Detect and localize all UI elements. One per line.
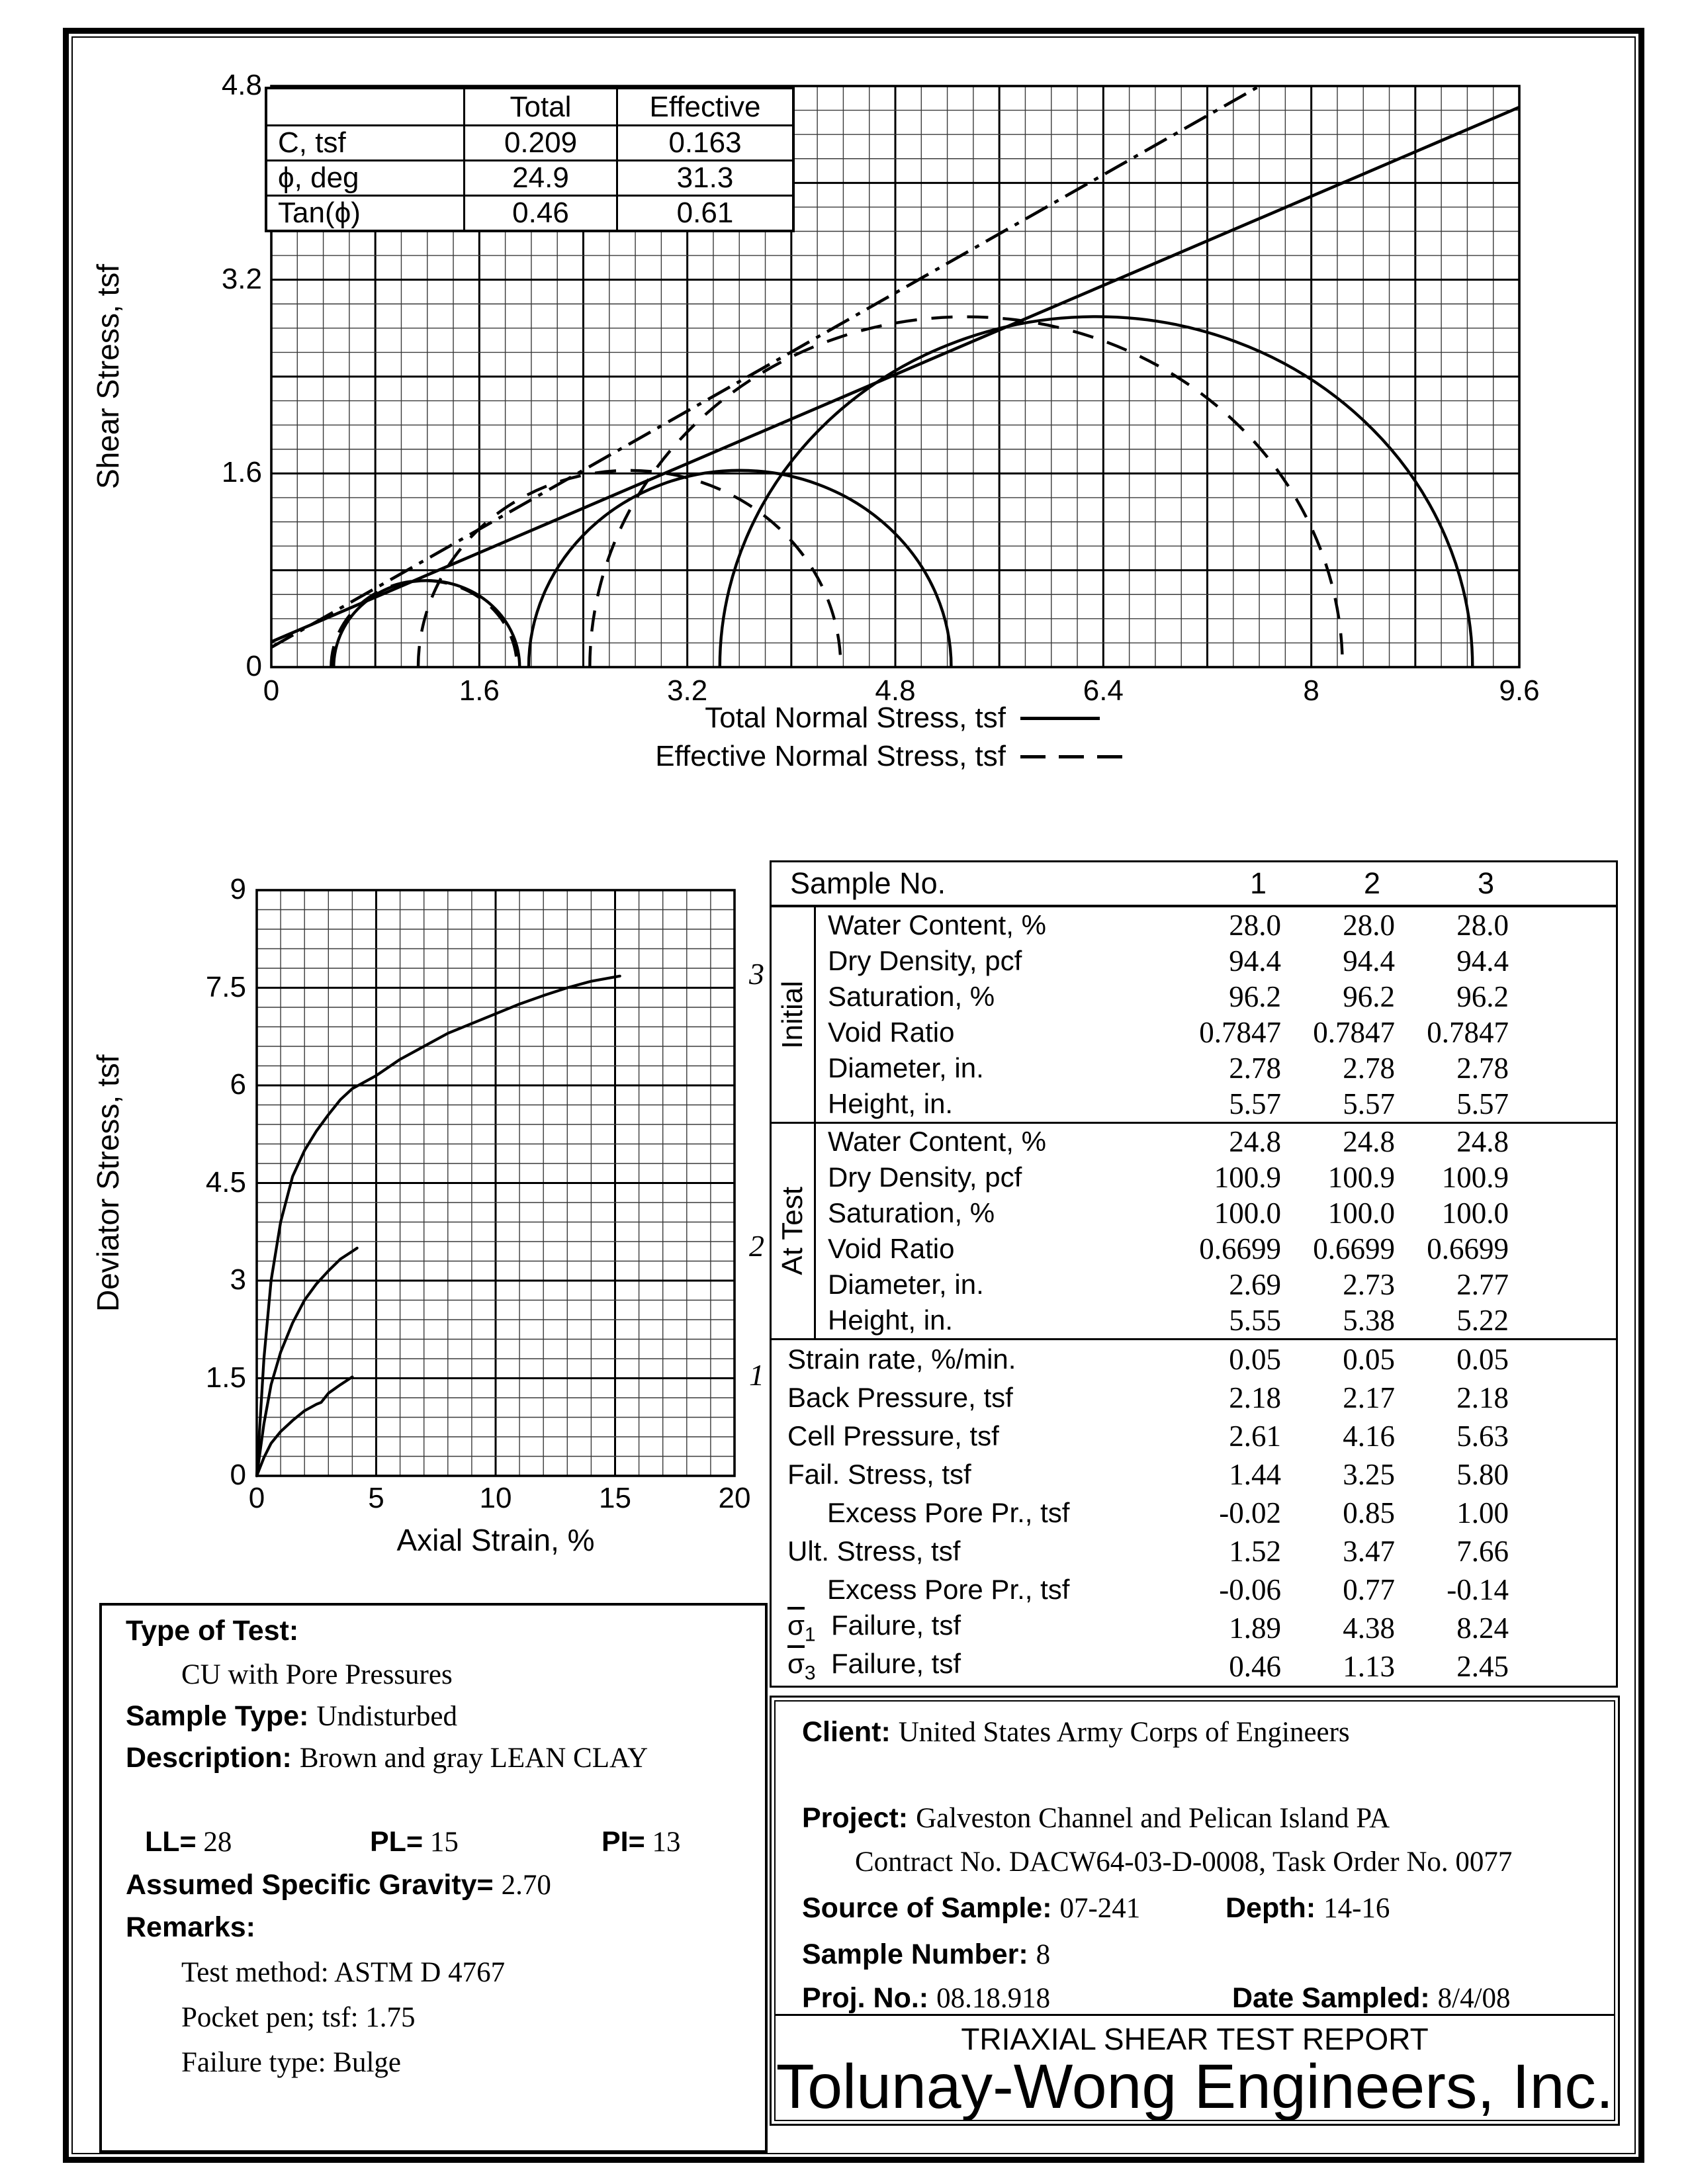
stress-strain-x-tick: 20 xyxy=(718,1482,751,1514)
value-cell: 1.52 xyxy=(1229,1535,1281,1568)
value-cell: 2.17 xyxy=(1343,1381,1395,1414)
value-cell: 5.80 xyxy=(1456,1458,1509,1491)
sample-data-table xyxy=(770,860,1618,1688)
atterberg-value: 28 xyxy=(196,1827,232,1858)
depth-label: Depth: xyxy=(1226,1892,1316,1924)
client-value: United States Army Corps of Engineers xyxy=(898,1717,1350,1748)
type-of-test-line xyxy=(126,1615,298,1647)
sample-table-row xyxy=(816,1195,1616,1231)
description-label: Description: xyxy=(126,1742,292,1774)
row-label: Dry Density, pcf xyxy=(828,1161,1022,1193)
value-cell: 28.0 xyxy=(1229,909,1281,942)
value-cell: 24.8 xyxy=(1456,1125,1509,1158)
param-effective-value: 31.3 xyxy=(616,159,792,195)
param-table-header-cell: Total xyxy=(463,89,616,124)
mohr-y-tick: 0 xyxy=(245,650,262,682)
legend-row xyxy=(569,737,1130,776)
value-cell: 2.78 xyxy=(1343,1052,1395,1085)
value-cell: 0.7847 xyxy=(1313,1016,1395,1049)
value-cell: 100.0 xyxy=(1214,1197,1281,1230)
date-sampled-value: 8/4/08 xyxy=(1437,1983,1511,2014)
stress-strain-x-tick: 5 xyxy=(368,1482,384,1514)
value-cell: 3.25 xyxy=(1343,1458,1395,1491)
row-label: Back Pressure, tsf xyxy=(787,1382,1013,1413)
proj-no-label: Proj. No.: xyxy=(802,1982,929,2014)
specific-gravity-label: Assumed Specific Gravity= xyxy=(126,1869,494,1901)
source-depth-line xyxy=(802,1892,1390,1925)
value-cell: 2.77 xyxy=(1456,1268,1509,1301)
description-value: Brown and gray LEAN CLAY xyxy=(299,1743,648,1774)
param-total-value: 24.9 xyxy=(463,159,616,195)
value-cell: 2.18 xyxy=(1229,1381,1281,1414)
row-label: Water Content, % xyxy=(828,1126,1046,1157)
value-cell: 2.69 xyxy=(1229,1268,1281,1301)
mohr-x-tick: 6.4 xyxy=(1083,674,1124,707)
stress-strain-y-tick: 6 xyxy=(230,1068,246,1101)
row-label: Excess Pore Pr., tsf xyxy=(827,1574,1070,1605)
value-cell: 1.89 xyxy=(1229,1612,1281,1645)
value-cell: -0.14 xyxy=(1447,1573,1509,1606)
value-cell: 100.9 xyxy=(1214,1161,1281,1194)
legend-line-sample-dashed xyxy=(1020,755,1130,758)
specific-gravity-value: 2.70 xyxy=(501,1870,551,1901)
sample-table-row xyxy=(816,1015,1616,1050)
value-cell: 24.8 xyxy=(1229,1125,1281,1158)
param-total-value: 0.46 xyxy=(463,195,616,230)
row-label: Void Ratio xyxy=(828,1233,955,1264)
project-label: Project: xyxy=(802,1802,909,1834)
value-cell: 96.2 xyxy=(1229,980,1281,1013)
value-cell: 5.63 xyxy=(1456,1420,1509,1453)
value-cell: 94.4 xyxy=(1456,944,1509,978)
value-cell: 2.78 xyxy=(1456,1052,1509,1085)
sample-table-row xyxy=(816,1267,1616,1302)
sample-number-value: 8 xyxy=(1036,1939,1051,1970)
sample-table-row xyxy=(772,1532,1616,1570)
param-row-label: Tan(ϕ) xyxy=(267,195,463,230)
value-cell: 28.0 xyxy=(1343,909,1395,942)
value-cell: 5.38 xyxy=(1343,1304,1395,1337)
stress-strain-x-tick: 10 xyxy=(479,1482,512,1514)
sigma-bar-symbol: $\overline{\sigma}$ xyxy=(787,1610,805,1641)
mohr-y-tick: 3.2 xyxy=(221,262,262,295)
mohr-x-tick: 0 xyxy=(263,674,280,707)
sample-column-header: 3 xyxy=(1477,866,1494,900)
value-cell: -0.06 xyxy=(1219,1573,1281,1606)
atterberg-item xyxy=(602,1826,681,1858)
value-cell: -0.02 xyxy=(1219,1496,1281,1529)
value-cell: 5.55 xyxy=(1229,1304,1281,1337)
sample-table-row xyxy=(816,1160,1616,1195)
stress-strain-x-tick: 15 xyxy=(599,1482,631,1514)
atterberg-value: 13 xyxy=(645,1827,681,1858)
row-label: $\overline{\sigma}_1$ Failure, tsf xyxy=(787,1610,961,1646)
remark-line: Test method: ASTM D 4767 xyxy=(181,1957,506,1988)
value-cell: 8.24 xyxy=(1456,1612,1509,1645)
test-info-box xyxy=(99,1603,768,2153)
sample-type-label: Sample Type: xyxy=(126,1700,309,1732)
mohr-x-tick: 3.2 xyxy=(667,674,708,707)
stress-strain-y-tick: 0 xyxy=(230,1459,246,1491)
value-cell: 0.05 xyxy=(1456,1343,1509,1376)
value-cell: 5.22 xyxy=(1456,1304,1509,1337)
curve-id-label-3: 3 xyxy=(749,956,764,991)
value-cell: 100.0 xyxy=(1327,1197,1395,1230)
value-cell: 2.78 xyxy=(1229,1052,1281,1085)
project-value: Galveston Channel and Pelican Island PA xyxy=(916,1803,1390,1834)
section-label-cell xyxy=(772,1124,816,1338)
section-label: Initial xyxy=(776,980,809,1049)
sample-table-row xyxy=(816,907,1616,943)
stress-strain-y-tick: 4.5 xyxy=(205,1165,246,1199)
sigma-subscript: 1 xyxy=(804,1623,816,1646)
stress-strain-y-tick: 1.5 xyxy=(205,1361,246,1394)
sample-table-row xyxy=(816,1231,1616,1267)
row-label: $\overline{\sigma}_3$ Failure, tsf xyxy=(787,1648,961,1684)
param-effective-value: 0.163 xyxy=(616,124,792,159)
stress-strain-curve-3 xyxy=(257,976,620,1476)
value-cell: 1.00 xyxy=(1456,1496,1509,1529)
value-cell: 3.47 xyxy=(1343,1535,1395,1568)
client-line xyxy=(802,1716,1350,1749)
date-sampled-label: Date Sampled: xyxy=(1232,1982,1430,2014)
value-cell: 2.61 xyxy=(1229,1420,1281,1453)
value-cell: 94.4 xyxy=(1229,944,1281,978)
stress-strain-x-tick: 0 xyxy=(248,1482,265,1514)
mohr-y-axis-title: Shear Stress, tsf xyxy=(91,264,125,490)
row-label: Diameter, in. xyxy=(828,1052,984,1083)
sample-no-label: Sample No. xyxy=(790,866,946,900)
sample-column-header: 1 xyxy=(1249,866,1267,900)
value-cell: 0.85 xyxy=(1343,1496,1395,1529)
sample-table-row xyxy=(772,1340,1616,1379)
section-rows xyxy=(816,907,1616,1122)
contract-line: Contract No. DACW64-03-D-0008, Task Order No. 0077 xyxy=(855,1846,1513,1878)
value-cell: 0.05 xyxy=(1229,1343,1281,1376)
sample-table-row xyxy=(816,1086,1616,1122)
row-label: Void Ratio xyxy=(828,1017,955,1048)
specific-gravity-line xyxy=(126,1869,551,1901)
section-rows xyxy=(816,1124,1616,1338)
mohr-x-tick: 1.6 xyxy=(459,674,500,707)
param-table-header-cell xyxy=(267,89,463,124)
value-cell: 5.57 xyxy=(1456,1087,1509,1120)
row-label: Fail. Stress, tsf xyxy=(787,1459,971,1490)
row-label: Saturation, % xyxy=(828,981,995,1012)
stress-strain-y-tick: 7.5 xyxy=(205,970,246,1003)
sigma-bar-symbol: $\overline{\sigma}$ xyxy=(787,1648,805,1680)
row-label: Water Content, % xyxy=(828,909,1046,940)
value-cell: 100.0 xyxy=(1441,1197,1509,1230)
project-info-inner-border xyxy=(774,1700,1615,2121)
row-label: Excess Pore Pr., tsf xyxy=(827,1497,1070,1528)
value-cell: 28.0 xyxy=(1456,909,1509,942)
value-cell: 24.8 xyxy=(1343,1125,1395,1158)
value-cell: 100.9 xyxy=(1441,1161,1509,1194)
remark-line: Failure type: Bulge xyxy=(181,2047,401,2078)
source-of-sample-value: 07-241 xyxy=(1059,1893,1141,1924)
sample-table-section-at-test xyxy=(772,1124,1616,1340)
remark-line: Pocket pen; tsf: 1.75 xyxy=(181,2002,416,2033)
client-label: Client: xyxy=(802,1716,891,1748)
sample-column-header: 2 xyxy=(1363,866,1380,900)
sample-table-row xyxy=(772,1455,1616,1494)
remarks-line xyxy=(126,1911,255,1944)
atterberg-item xyxy=(370,1826,459,1858)
value-cell: 0.46 xyxy=(1229,1650,1281,1683)
sample-table-row xyxy=(816,1302,1616,1338)
atterberg-item xyxy=(145,1826,232,1858)
depth-value: 14-16 xyxy=(1323,1893,1390,1924)
sample-number-line xyxy=(802,1938,1050,1971)
project-line xyxy=(802,1802,1390,1835)
value-cell: 0.7847 xyxy=(1427,1016,1509,1049)
row-label: Saturation, % xyxy=(828,1197,995,1228)
param-total-value: 0.209 xyxy=(463,124,616,159)
sample-table-row xyxy=(816,943,1616,979)
mohr-circle-effective xyxy=(590,317,1342,667)
value-cell: 0.05 xyxy=(1343,1343,1395,1376)
atterberg-value: 15 xyxy=(423,1827,459,1858)
mohr-x-tick: 8 xyxy=(1303,674,1319,707)
row-label: Cell Pressure, tsf xyxy=(787,1420,999,1451)
stress-strain-y-axis-title: Deviator Stress, tsf xyxy=(91,1054,125,1312)
value-cell: 4.38 xyxy=(1343,1612,1395,1645)
sample-table-row xyxy=(772,1647,1616,1686)
legend-line-sample-solid xyxy=(1020,717,1100,720)
mohr-y-tick: 4.8 xyxy=(221,69,262,101)
atterberg-label: PI= xyxy=(602,1826,645,1858)
value-cell: 96.2 xyxy=(1343,980,1395,1013)
mohr-y-tick: 1.6 xyxy=(221,456,262,489)
sample-table-row xyxy=(772,1570,1616,1609)
sample-table-row xyxy=(816,1124,1616,1160)
value-cell: 0.7847 xyxy=(1199,1016,1281,1049)
type-of-test-value: CU with Pore Pressures xyxy=(181,1659,453,1690)
strength-parameters-table xyxy=(265,87,795,232)
row-label: Height, in. xyxy=(828,1304,954,1336)
value-cell: 0.6699 xyxy=(1313,1232,1395,1265)
param-row-label: ϕ, deg xyxy=(267,159,463,195)
value-cell: 1.44 xyxy=(1229,1458,1281,1491)
sample-table-row xyxy=(816,1050,1616,1086)
proj-no-value: 08.18.918 xyxy=(936,1983,1051,2014)
row-label: Strain rate, %/min. xyxy=(787,1343,1016,1375)
mohr-circle-total xyxy=(334,580,519,667)
stress-strain-chart xyxy=(257,890,735,1476)
sample-type-line xyxy=(126,1700,457,1733)
curve-id-label-1: 1 xyxy=(749,1357,764,1392)
atterberg-label: PL= xyxy=(370,1826,424,1858)
value-cell: 5.57 xyxy=(1343,1087,1395,1120)
sample-type-value: Undisturbed xyxy=(316,1701,457,1732)
project-info-box xyxy=(770,1696,1620,2126)
row-label: Dry Density, pcf xyxy=(828,945,1022,976)
sample-table-row xyxy=(772,1609,1616,1647)
depth-item xyxy=(1226,1892,1390,1925)
row-label: Ult. Stress, tsf xyxy=(787,1535,961,1567)
section-label: At Test xyxy=(776,1187,809,1275)
remarks-label: Remarks: xyxy=(126,1911,255,1943)
value-cell: 100.9 xyxy=(1327,1161,1395,1194)
value-cell: 2.18 xyxy=(1456,1381,1509,1414)
value-cell: 2.73 xyxy=(1343,1268,1395,1301)
description-line xyxy=(126,1742,648,1774)
atterberg-label: LL= xyxy=(145,1826,197,1858)
source-of-sample-label: Source of Sample: xyxy=(802,1892,1052,1924)
value-cell: 2.45 xyxy=(1456,1650,1509,1683)
param-table-header-cell: Effective xyxy=(616,89,792,124)
param-effective-value: 0.61 xyxy=(616,195,792,230)
sigma-subscript: 3 xyxy=(804,1662,816,1684)
normal-stress-legend xyxy=(569,699,1130,776)
sample-table-row xyxy=(772,1379,1616,1417)
company-name: Tolunay-Wong Engineers, Inc. xyxy=(776,2052,1614,2122)
stress-strain-y-tick: 9 xyxy=(230,873,246,905)
value-cell: 0.6699 xyxy=(1427,1232,1509,1265)
type-of-test-label: Type of Test: xyxy=(126,1615,299,1647)
legend-label: Effective Normal Stress, tsf xyxy=(655,740,1006,772)
value-cell: 5.57 xyxy=(1229,1087,1281,1120)
row-label: Diameter, in. xyxy=(828,1269,984,1300)
value-cell: 1.13 xyxy=(1343,1650,1395,1683)
report-title: TRIAXIAL SHEAR TEST REPORT xyxy=(776,2014,1614,2057)
sample-table-row xyxy=(816,979,1616,1015)
mohr-x-tick: 4.8 xyxy=(875,674,916,707)
param-row-label: C, tsf xyxy=(267,124,463,159)
row-label: Height, in. xyxy=(828,1088,954,1119)
value-cell: 0.6699 xyxy=(1199,1232,1281,1265)
sample-number-label: Sample Number: xyxy=(802,1938,1028,1970)
legend-label: Total Normal Stress, tsf xyxy=(705,702,1006,734)
value-cell: 4.16 xyxy=(1343,1420,1395,1453)
value-cell: 94.4 xyxy=(1343,944,1395,978)
value-cell: 0.77 xyxy=(1343,1573,1395,1606)
sample-table-row xyxy=(772,1494,1616,1532)
curve-id-label-2: 2 xyxy=(749,1228,764,1263)
stress-strain-svg xyxy=(257,890,735,1476)
sample-table-row xyxy=(772,1417,1616,1455)
stress-strain-x-axis-title: Axial Strain, % xyxy=(396,1523,595,1557)
value-cell: 96.2 xyxy=(1456,980,1509,1013)
mohr-x-tick: 9.6 xyxy=(1499,674,1540,707)
value-cell: 7.66 xyxy=(1456,1535,1509,1568)
sample-table-header xyxy=(772,862,1616,907)
proj-no-date-line xyxy=(802,1982,1511,2015)
stress-strain-y-tick: 3 xyxy=(230,1263,246,1296)
section-label-cell xyxy=(772,907,816,1122)
sample-table-section-initial xyxy=(772,907,1616,1124)
date-sampled-item xyxy=(1232,1982,1511,2015)
